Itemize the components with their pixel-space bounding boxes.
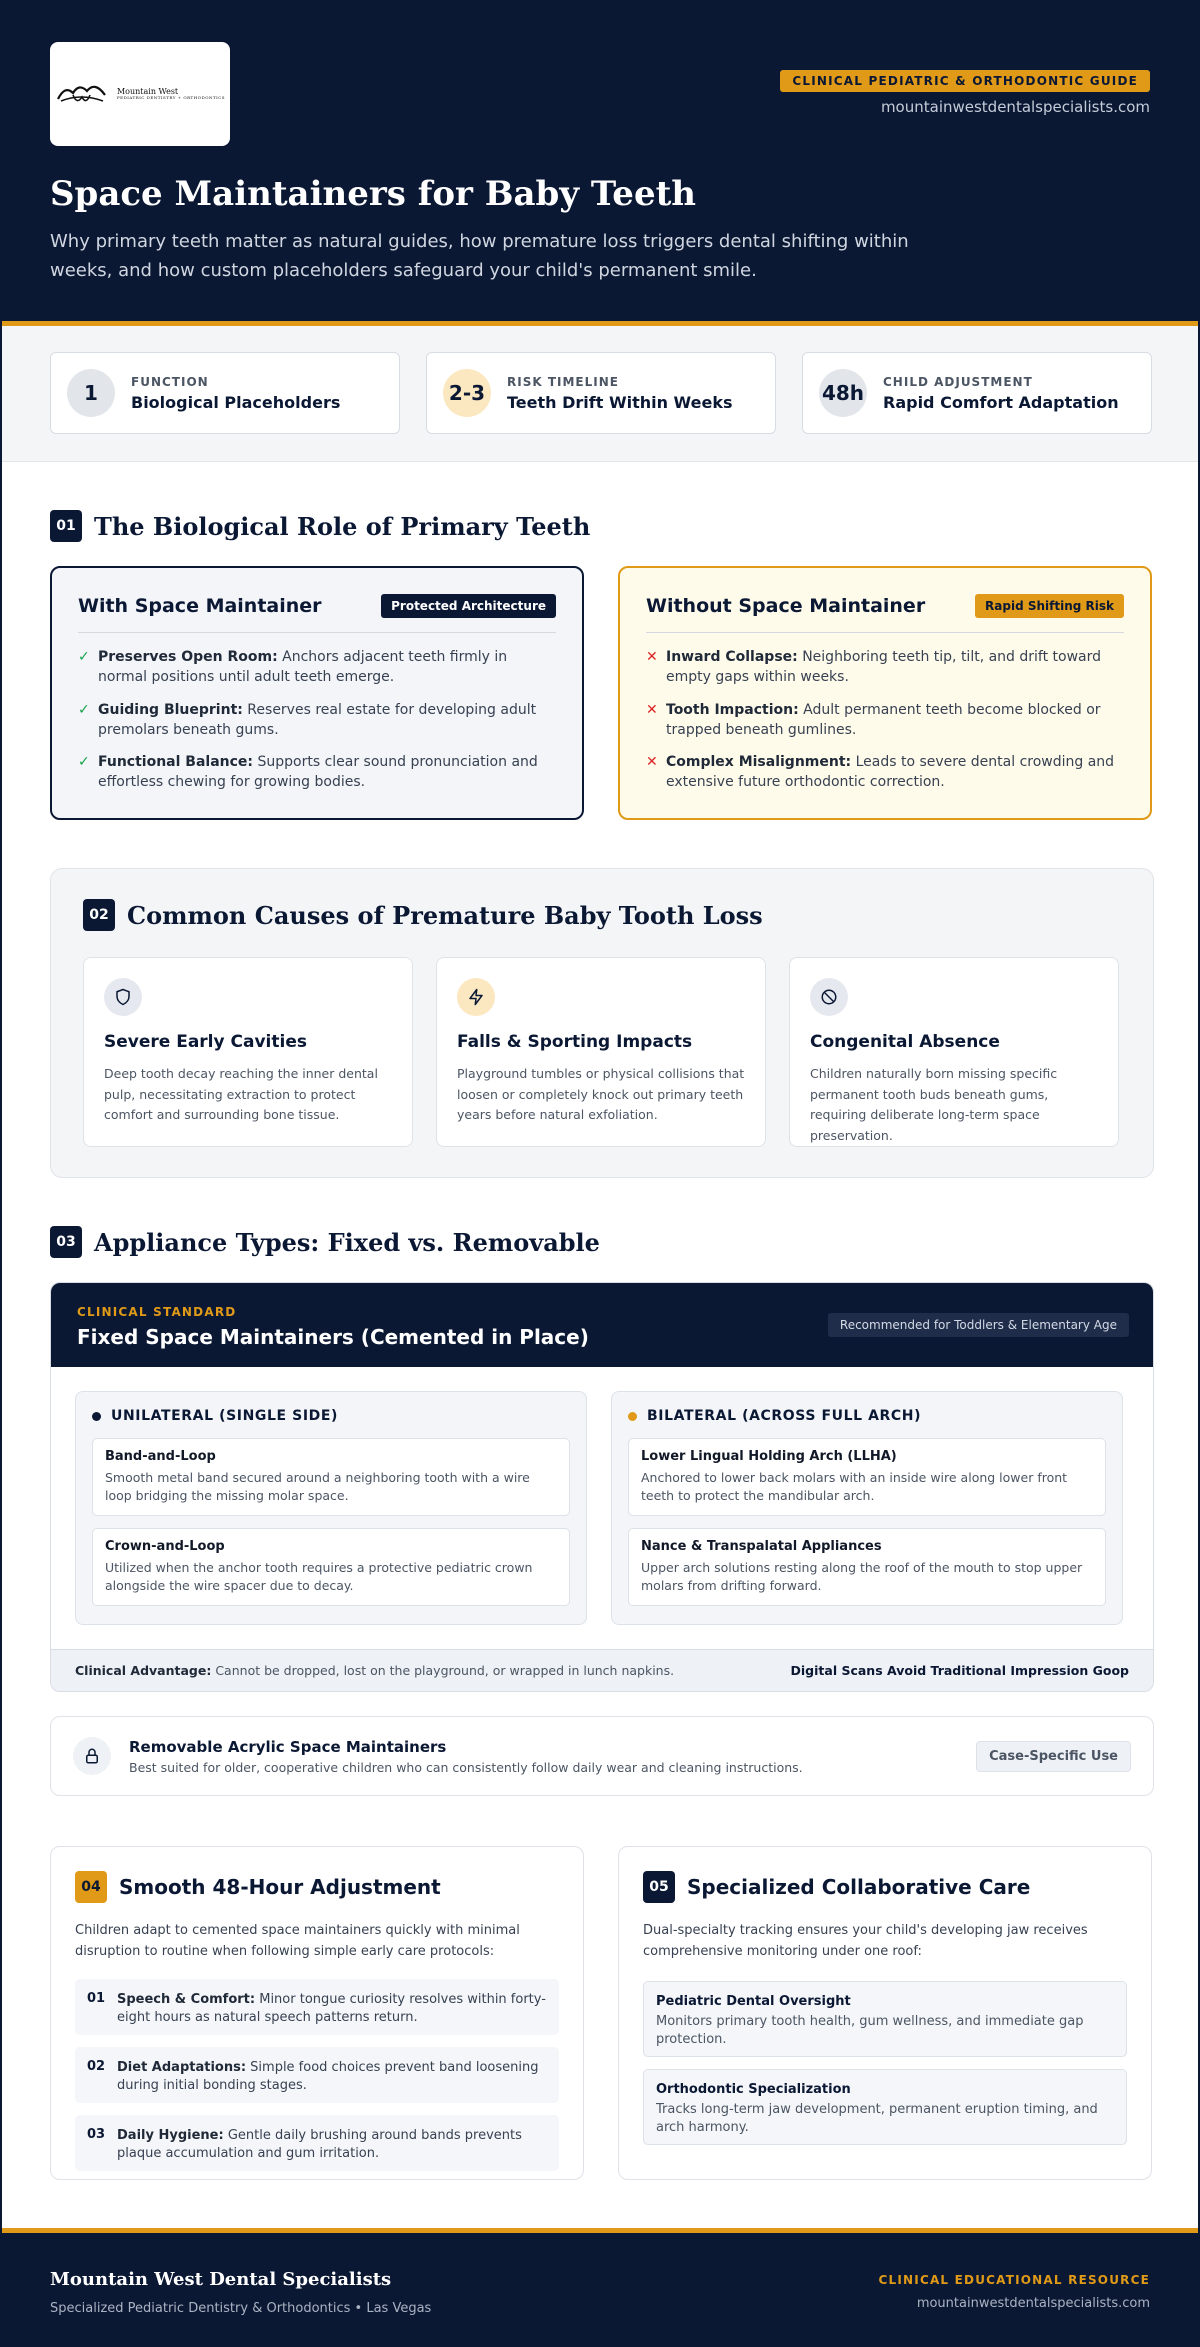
logo	[50, 42, 230, 146]
logo-wordmark	[117, 87, 225, 101]
shield-icon	[104, 978, 142, 1016]
page-title: Space Maintainers for Baby Teeth	[50, 174, 696, 214]
appliance-description: Upper arch solutions resting along the roof of the mouth to stop upper molars from drifting forward.	[641, 1560, 1083, 1594]
removable-maintainers-card	[50, 1716, 1154, 1796]
stat-value: Teeth Drift Within Weeks	[507, 392, 733, 412]
section-title: Common Causes of Premature Baby Tooth Loss	[127, 900, 763, 930]
list-item: ✓ Preserves Open Room: Anchors adjacent teeth firmly in normal positions until adult teeth emerge.	[78, 647, 556, 688]
care-title: Pediatric Dental Oversight	[656, 1993, 851, 2009]
step-number: 03	[87, 2126, 106, 2142]
status-badge: Protected Architecture	[381, 594, 556, 618]
care-item	[643, 1981, 1127, 2057]
guide-tag: CLINICAL PEDIATRIC & ORTHODONTIC GUIDE	[780, 70, 1150, 92]
footer-tag: CLINICAL EDUCATIONAL RESOURCE	[878, 2273, 1150, 2287]
stat-label: FUNCTION	[131, 374, 209, 389]
care-description: Tracks long-term jaw development, permanent eruption timing, and arch harmony.	[656, 2101, 1098, 2136]
lock-icon	[73, 1737, 111, 1775]
section-title: Appliance Types: Fixed vs. Removable	[94, 1227, 600, 1257]
section-intro: Dual-specialty tracking ensures your child's developing jaw receives comprehensive monitoring under one roof:	[643, 1923, 1088, 1959]
fixed-maintainers-panel	[50, 1282, 1154, 1692]
stat-label: RISK TIMELINE	[507, 374, 619, 389]
list-item: ✕ Complex Misalignment: Leads to severe dental crowding and extensive future orthodontic correction.	[646, 752, 1124, 793]
digital-scans-note: Digital Scans Avoid Traditional Impression Goop	[790, 1663, 1129, 1678]
list-item: ✕ Inward Collapse: Neighboring teeth tip, tilt, and drift toward empty gaps within weeks.	[646, 647, 1124, 688]
section-intro: Children adapt to cemented space maintainers quickly with minimal disruption to routine when following simple early care protocols:	[75, 1923, 520, 1959]
appliance-title: Lower Lingual Holding Arch (LLHA)	[641, 1449, 897, 1464]
cause-card-falls	[436, 957, 766, 1147]
stat-card-function	[50, 352, 400, 434]
list-item: ✓ Guiding Blueprint: Reserves real estate for developing adult premolars beneath gums.	[78, 700, 556, 741]
hero-header	[2, 0, 1198, 326]
care-description: Monitors primary tooth health, gum wellness, and immediate gap protection.	[656, 2013, 1084, 2048]
fixed-kicker: CLINICAL STANDARD	[77, 1305, 237, 1319]
check-icon: ✓	[78, 649, 90, 665]
bilateral-group	[611, 1391, 1123, 1625]
advantage-text: Cannot be dropped, lost on the playground, or wrapped in lunch napkins.	[211, 1663, 675, 1678]
section-title: Smooth 48-Hour Adjustment	[119, 1875, 441, 1899]
page-footer	[2, 2228, 1198, 2347]
appliance-item	[628, 1438, 1106, 1516]
page-subtitle: Why primary teeth matter as natural guides, how premature loss triggers dental shifting within weeks, and how custom placeholders safeguard your child's permanent smile.	[50, 231, 909, 281]
appliance-title: Nance & Transpalatal Appliances	[641, 1539, 882, 1554]
cross-icon: ✕	[646, 649, 658, 665]
prohibited-icon	[810, 978, 848, 1016]
appliance-description: Smooth metal band secured around a neighboring tooth with a wire loop bridging the missing molar space.	[105, 1470, 530, 1504]
section-number: 05	[643, 1871, 675, 1903]
section-heading-appliance-types	[50, 1226, 600, 1258]
mountain-logo-icon	[55, 79, 109, 109]
lightning-icon	[457, 978, 495, 1016]
appliance-title: Band-and-Loop	[105, 1449, 216, 1464]
section-number: 03	[50, 1226, 82, 1258]
cause-title: Severe Early Cavities	[104, 1032, 307, 1052]
list-item: ✕ Tooth Impaction: Adult permanent teeth become blocked or trapped beneath gumlines.	[646, 700, 1124, 741]
section-number: 02	[83, 899, 115, 931]
logo-name: Mountain West	[116, 86, 179, 96]
cause-description: Children naturally born missing specific permanent tooth buds beneath gums, requiring deliberate long-term space preservation.	[810, 1066, 1058, 1143]
cross-icon: ✕	[646, 754, 658, 771]
step-item: 01 Speech & Comfort: Minor tongue curiosity resolves within forty-eight hours as natural speech patterns return.	[75, 1979, 559, 2035]
cause-description: Deep tooth decay reaching the inner dental pulp, necessitating extraction to protect comfort and surrounding bone tissue.	[104, 1066, 378, 1123]
stat-label: CHILD ADJUSTMENT	[883, 374, 1033, 389]
cause-title: Falls & Sporting Impacts	[457, 1032, 693, 1052]
stats-bar	[2, 326, 1198, 462]
case-specific-badge: Case-Specific Use	[976, 1741, 1131, 1772]
section-heading-causes	[83, 899, 763, 931]
list-item: ✓ Functional Balance: Supports clear sound pronunciation and effortless chewing for growing bodies.	[78, 752, 556, 793]
check-icon: ✓	[78, 701, 90, 718]
step-item: 02 Diet Adaptations: Simple food choices prevent band loosening during initial bonding stages.	[75, 2047, 559, 2103]
stat-badge: 1	[67, 369, 115, 417]
unilateral-group	[75, 1391, 587, 1625]
care-item	[643, 2069, 1127, 2145]
card-title: With Space Maintainer	[78, 595, 322, 617]
stat-value: Rapid Comfort Adaptation	[883, 392, 1119, 412]
appliance-description: Utilized when the anchor tooth requires a protective pediatric crown alongside the wire spacer due to decay.	[105, 1560, 533, 1594]
header-site-link[interactable]: mountainwestdentalspecialists.com	[880, 98, 1150, 116]
appliance-title: Crown-and-Loop	[105, 1539, 225, 1554]
cause-card-cavities	[83, 957, 413, 1147]
section-number: 04	[75, 1871, 107, 1903]
footer-subtitle: Specialized Pediatric Dentistry & Orthodontics • Las Vegas	[50, 2301, 432, 2316]
status-badge: Rapid Shifting Risk	[975, 594, 1124, 618]
advantage-label: Clinical Advantage:	[75, 1663, 212, 1678]
footer-practice-name: Mountain West Dental Specialists	[50, 2269, 392, 2290]
card-title: Without Space Maintainer	[646, 595, 926, 617]
fixed-panel-footer	[51, 1649, 1153, 1691]
check-icon: ✓	[78, 754, 90, 771]
stat-card-risk-timeline	[426, 352, 776, 434]
care-title: Orthodontic Specialization	[656, 2081, 851, 2097]
group-title: BILATERAL (ACROSS FULL ARCH)	[647, 1408, 922, 1424]
appliance-item	[92, 1528, 570, 1606]
removable-description: Best suited for older, cooperative children who can consistently follow daily wear and cleaning instructions.	[129, 1759, 803, 1775]
recommended-badge: Recommended for Toddlers & Elementary Age	[828, 1313, 1129, 1337]
step-number: 01	[87, 1990, 106, 2006]
logo-subtitle: PEDIATRIC DENTISTRY + ORTHODONTICS	[116, 95, 226, 101]
section-title: The Biological Role of Primary Teeth	[94, 511, 591, 541]
fixed-title: Fixed Space Maintainers (Cemented in Place)	[77, 1325, 589, 1349]
stat-badge: 2-3	[443, 369, 491, 417]
appliance-item	[628, 1528, 1106, 1606]
appliance-item	[92, 1438, 570, 1516]
stat-badge: 48h	[819, 369, 867, 417]
appliance-description: Anchored to lower back molars with an inside wire along lower front teeth to protect the mandibular arch.	[641, 1470, 1068, 1504]
cross-icon: ✕	[646, 701, 658, 718]
collaborative-care-card	[618, 1846, 1152, 2180]
without-maintainer-card	[618, 566, 1152, 820]
cause-title: Congenital Absence	[810, 1032, 1000, 1052]
section-heading-biological-role	[50, 510, 590, 542]
stat-card-child-adjustment	[802, 352, 1152, 434]
stat-value: Biological Placeholders	[131, 392, 341, 412]
cause-description: Playground tumbles or physical collisions that loosen or completely knock out primary teeth years before natural exfoliation.	[457, 1066, 745, 1123]
cause-card-congenital	[789, 957, 1119, 1147]
causes-panel	[50, 868, 1154, 1178]
with-maintainer-card	[50, 566, 584, 820]
adjustment-card	[50, 1846, 584, 2180]
removable-title: Removable Acrylic Space Maintainers	[129, 1737, 447, 1756]
dot-icon	[92, 1412, 101, 1421]
dot-icon	[628, 1412, 637, 1421]
section-title: Specialized Collaborative Care	[687, 1875, 1031, 1899]
footer-site-link[interactable]: mountainwestdentalspecialists.com	[916, 2296, 1150, 2311]
section-number: 01	[50, 510, 82, 542]
group-title: UNILATERAL (SINGLE SIDE)	[111, 1408, 339, 1424]
step-item: 03 Daily Hygiene: Gentle daily brushing around bands prevents plaque accumulation and gum irritation.	[75, 2115, 559, 2171]
step-number: 02	[87, 2058, 106, 2074]
